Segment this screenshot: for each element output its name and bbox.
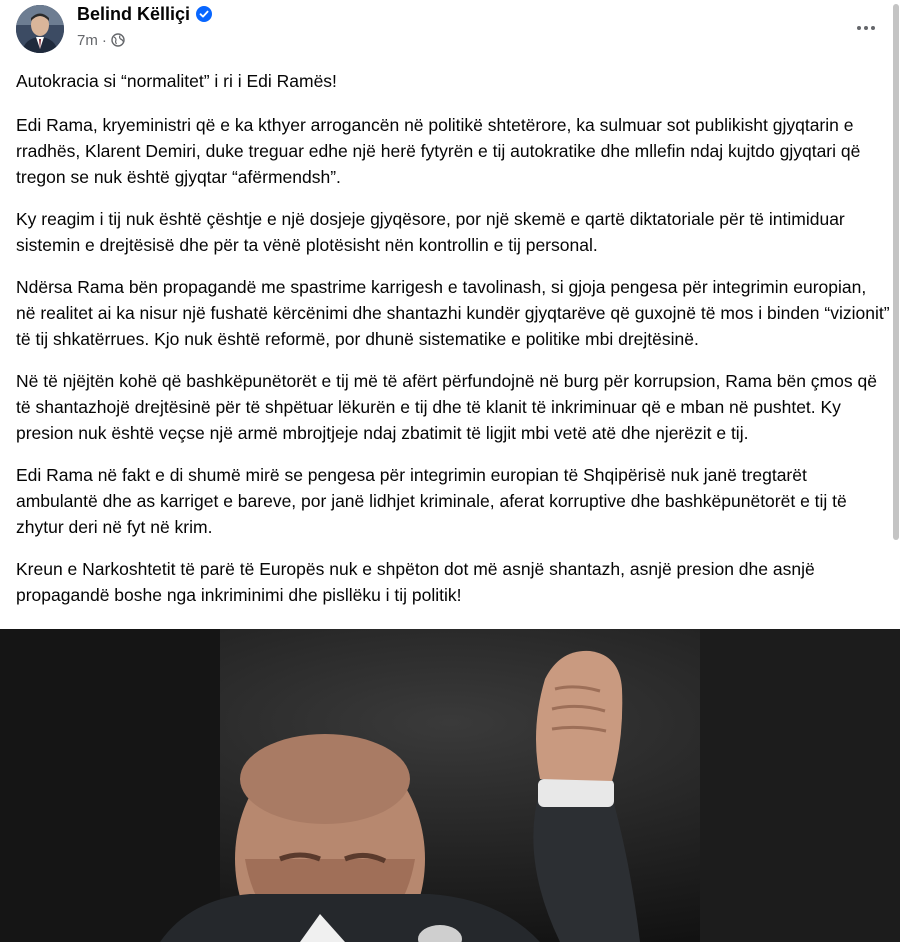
more-options-icon xyxy=(864,26,868,30)
meta-separator: · xyxy=(101,32,107,49)
author-name[interactable]: Belind Këlliçi xyxy=(77,4,191,24)
post-paragraph: Ky reagim i tij nuk është çështje e një dosjeje gjyqësore, por një skemë e qartë diktatoriale për të intimiduar sistemin e drejtësisë dhe për ta vënë plotësisht nën kontrollin e tij personal. xyxy=(16,209,845,255)
post-paragraph: Edi Rama, kryeministri që e ka kthyer arrogancën në politikë shtetërore, ka sulmuar sot publikisht gjyqtarin e rradhës, Klarent Demiri, duke treguar edhe një herë fytyrën e tij autokratike dhe mllefin ndaj kujtdo gjyqtari që tregon se nuk është gjyqtar “afërmendsh”. xyxy=(16,115,861,187)
post-photo[interactable] xyxy=(0,629,900,942)
scrollbar-thumb[interactable] xyxy=(893,4,899,540)
post-paragraph: Kreun e Narkoshtetit të parë të Europës nuk e shpëton dot më asnjë shantazh, asnjë presion dhe asnjë propagandë boshe nga inkriminimi dhe pisllëku i tij politik! xyxy=(16,559,815,605)
post-paragraph: Ndërsa Rama bën propagandë me spastrime karrigesh e tavolinash, si gjoja pengesa për integrimin europian, në realitet ai ka nisur një fushatë kërcënimi dhe shantazhi kundër gjyqtarëve që guxojnë të mos i binden “vizionit” të tij shkatërrues. Kjo nuk është reformë, por dhunë sistematike e politike mbi drejtësinë. xyxy=(16,277,890,349)
more-options-icon xyxy=(871,26,875,30)
post-body xyxy=(16,68,890,624)
more-options-button[interactable] xyxy=(848,10,884,46)
post-paragraph: Në të njëjtën kohë që bashkëpunëtorët e tij më të afërt përfundojnë në burg për korrupsion, Rama bën çmos që të shantazhojë drejtësinë për të shpëtuar lëkurën e tij dhe të klanit të inkriminuar që e mban në pushtet. Ky presion nuk është veçse një armë mbrojtjeje ndaj zbatimit të ligjit mbi vetë atë dhe njerëzit e tij. xyxy=(16,371,877,443)
post-meta xyxy=(77,32,125,49)
verified-badge-icon xyxy=(196,6,212,22)
more-options-icon xyxy=(857,26,861,30)
author-name-row[interactable] xyxy=(77,4,212,25)
post-time[interactable]: 7m xyxy=(77,32,98,49)
author-avatar[interactable] xyxy=(16,5,64,53)
post-header xyxy=(16,0,884,60)
globe-icon[interactable] xyxy=(111,33,125,47)
scrollbar[interactable] xyxy=(892,0,900,942)
post-paragraph: Autokracia si “normalitet” i ri i Edi Ramës! xyxy=(16,71,337,91)
post-paragraph: Edi Rama në fakt e di shumë mirë se pengesa për integrimin europian të Shqipërisë nuk janë tregtarët ambulantë dhe as karriget e bareve, por janë lidhjet kriminale, aferat korruptive dhe bashkëpunëtorët e tij të zhytur deri në fyt në krim. xyxy=(16,465,847,537)
